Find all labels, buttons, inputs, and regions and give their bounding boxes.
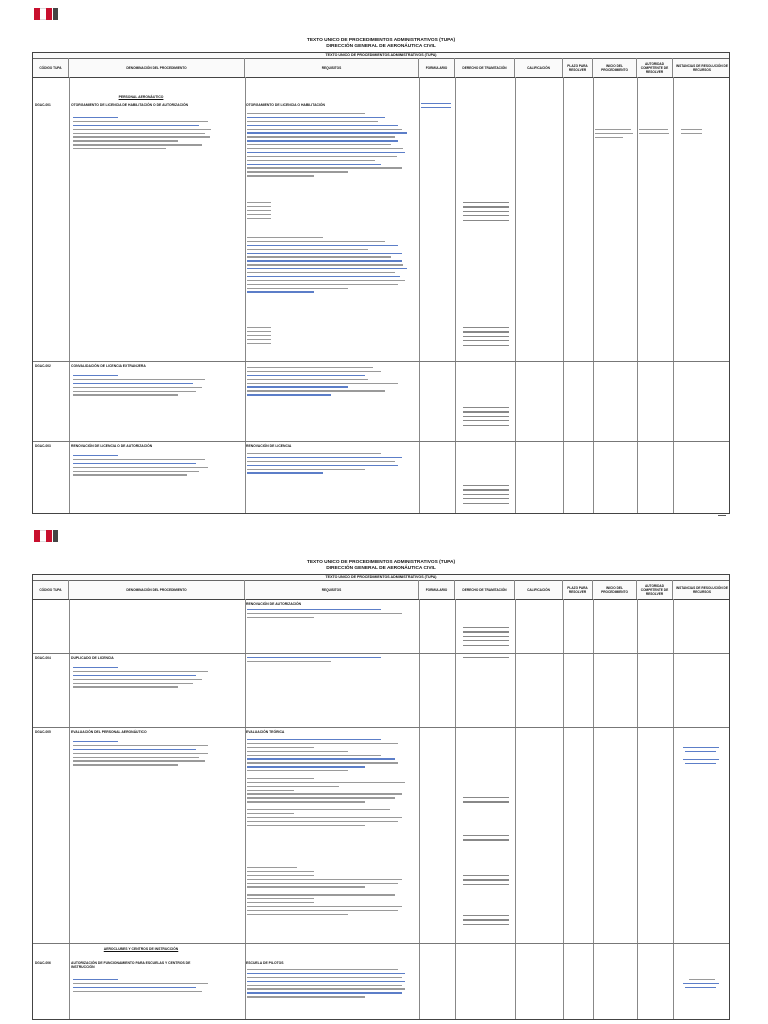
requirements-list	[247, 739, 415, 828]
fee-values-4	[463, 915, 509, 928]
page-footer-mark	[718, 515, 726, 516]
header-code: CÓDIGO TUPA	[33, 580, 69, 599]
header-instancias: INSTANCIAS DE RESOLUCIÓN DE RECURSOS	[675, 585, 728, 594]
document-title: TEXTO UNICO DE PROCEDIMIENTOS ADMINISTRATIVOS (TUPA)	[306, 38, 456, 43]
header-name: DENOMINACIÓN DEL PROCEDIMIENTO	[69, 58, 245, 77]
row-code: DGAC-001	[35, 103, 51, 107]
appeal-instances	[677, 129, 729, 137]
document-title: TEXTO UNICO DE PROCEDIMIENTOS ADMINISTRATIVOS (TUPA)	[306, 560, 456, 565]
header-autoridad: AUTORIDAD COMPETENTE DE RESOLVER	[637, 580, 673, 599]
section-label: PERSONAL AERONÁUTICO	[118, 95, 164, 99]
row-requirements-heading: EVALUACIÓN TEÓRICA	[246, 730, 285, 734]
header-plazo: PLAZO PARA RESOLVER	[563, 58, 593, 77]
legal-references	[73, 117, 223, 152]
row-name: AUTORIZACIÓN DE FUNCIONAMIENTO PARA ESCUELAS Y CENTROS DE INSTRUCCIÓN	[71, 961, 191, 970]
header-formulario: FORMULARIO	[419, 580, 455, 599]
row-name: OTORGAMIENTO DE LICENCIA DE HABILITACIÓN O DE AUTORIZACIÓN	[71, 103, 189, 107]
fee-values	[463, 485, 509, 507]
table-row	[33, 599, 729, 654]
legal-references	[73, 741, 223, 768]
header-instancias: INSTANCIAS DE RESOLUCIÓN DE RECURSOS	[675, 63, 728, 72]
tupa-table	[32, 574, 730, 1020]
row-code: DGAC-005	[35, 730, 51, 734]
header-autoridad: AUTORIDAD COMPETENTE DE RESOLVER	[637, 58, 673, 77]
table-header	[33, 575, 729, 600]
requirements-list	[247, 609, 415, 621]
table-row	[33, 653, 729, 728]
header-derecho: DERECHO DE TRAMITACIÓN	[455, 58, 515, 77]
header-requisitos: REQUISITOS	[245, 580, 419, 599]
row-requirements-heading: OTORGAMIENTO DE LICENCIA O HABILITACIÓN	[246, 103, 325, 107]
fee-values-2	[463, 327, 509, 349]
fee-values	[463, 627, 509, 649]
requirements-list	[247, 657, 415, 665]
requirements-list-2	[247, 867, 415, 918]
row-name: RENOVACIÓN DE LICENCIA O DE AUTORIZACIÓN	[71, 444, 153, 448]
document-page-2	[32, 530, 730, 1024]
row-requirements-heading: ESCUELA DE PILOTOS	[246, 961, 284, 965]
start-procedure	[595, 129, 635, 141]
group-list	[247, 202, 277, 221]
legal-references	[73, 667, 223, 690]
row-code: DGAC-002	[35, 364, 51, 368]
table-row	[33, 727, 729, 944]
fee-values	[463, 797, 509, 806]
section-label: AEROCLUBES Y CENTROS DE INSTRUCCIÓN	[103, 947, 179, 951]
legal-references	[73, 979, 223, 995]
header-inicio: INICIO DEL PROCEDIMIENTO	[593, 580, 637, 599]
requirements-list	[247, 113, 415, 179]
fee-values-3	[463, 875, 509, 888]
fee-values	[463, 657, 509, 661]
table-row	[33, 441, 729, 515]
document-subtitle: DIRECCIÓN GENERAL DE AERONÁUTICA CIVIL	[326, 44, 436, 49]
legal-references	[73, 375, 223, 398]
header-derecho: DERECHO DE TRAMITACIÓN	[455, 580, 515, 599]
table-row	[33, 77, 729, 362]
row-code: DGAC-003	[35, 444, 51, 448]
row-requirements-heading: RENOVACIÓN DE AUTORIZACIÓN	[246, 602, 302, 606]
peru-government-logo	[34, 530, 58, 542]
header-calificacion: CALIFICACIÓN	[515, 580, 563, 599]
table-band: TEXTO UNICO DE PROCEDIMIENTOS ADMINISTRATIVOS (TUPA)	[33, 575, 729, 581]
tupa-table	[32, 52, 730, 514]
requirements-list-extranjeros	[247, 237, 415, 295]
row-requirements-heading: RENOVACIÓN DE LICENCIA	[246, 444, 292, 448]
row-code: DGAC-006	[35, 961, 51, 965]
form-reference	[421, 103, 453, 111]
appeal-instances	[677, 747, 729, 766]
authority	[639, 129, 671, 137]
group-list-2	[247, 327, 277, 346]
appeal-instances	[677, 979, 729, 991]
requirements-list	[247, 367, 415, 398]
table-header	[33, 53, 729, 78]
header-plazo: PLAZO PARA RESOLVER	[563, 580, 593, 599]
legal-references	[73, 455, 223, 478]
header-inicio: INICIO DEL PROCEDIMIENTO	[593, 58, 637, 77]
fee-values	[463, 407, 509, 429]
fee-values-2	[463, 835, 509, 844]
peru-government-logo	[34, 8, 58, 20]
fee-values	[463, 202, 509, 224]
header-formulario: FORMULARIO	[419, 58, 455, 77]
row-name: CONVALIDACIÓN DE LICENCIA EXTRANJERA	[71, 364, 146, 368]
header-requisitos: REQUISITOS	[245, 58, 419, 77]
requirements-list	[247, 453, 415, 476]
table-row	[33, 361, 729, 442]
row-name: EVALUACIÓN DEL PERSONAL AERONÁUTICO	[71, 730, 147, 734]
document-subtitle: DIRECCIÓN GENERAL DE AERONÁUTICA CIVIL	[326, 566, 436, 571]
document-page-1	[32, 8, 730, 518]
requirements-list	[247, 969, 415, 1000]
header-calificacion: CALIFICACIÓN	[515, 58, 563, 77]
table-band: TEXTO UNICO DE PROCEDIMIENTOS ADMINISTRATIVOS (TUPA)	[33, 53, 729, 59]
header-name: DENOMINACIÓN DEL PROCEDIMIENTO	[69, 580, 245, 599]
row-name: DUPLICADO DE LICENCIA	[71, 656, 114, 660]
header-code: CÓDIGO TUPA	[33, 58, 69, 77]
row-code: DGAC-004	[35, 656, 51, 660]
table-row	[33, 943, 729, 1021]
